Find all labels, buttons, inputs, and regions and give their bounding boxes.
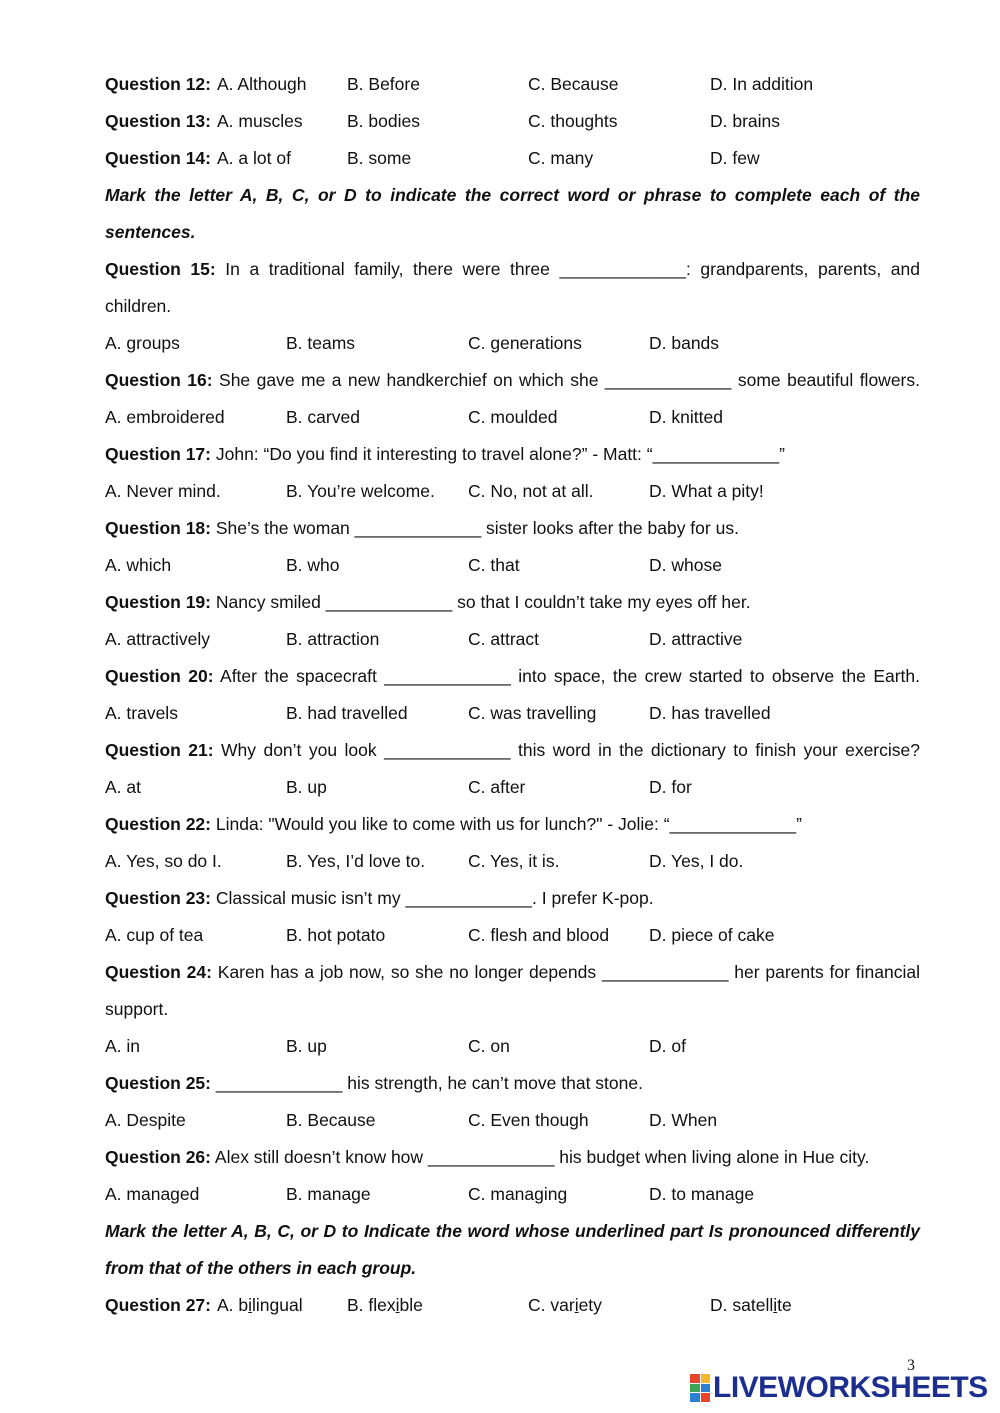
question-label: Question 18:: [105, 518, 211, 538]
question-text: Linda: "Would you like to come with us for lunch?" - Jolie: “_____________”: [211, 814, 802, 834]
question-26-stem: [105, 1146, 920, 1168]
question-label: Question 22:: [105, 814, 211, 834]
option-b: B. You’re welcome.: [286, 481, 435, 501]
question-17-stem: [105, 443, 920, 465]
instruction-line: Mark the letter A, B, C, or D to indicate the correct word or phrase to complete each of the: [105, 185, 920, 205]
option-text: C. var: [528, 1295, 575, 1315]
question-text: John: “Do you find it interesting to travel alone?” - Matt: “_____________”: [211, 444, 785, 464]
option-c: C. that: [468, 555, 520, 575]
option-a: A. managed: [105, 1184, 200, 1204]
option-b: B. hot potato: [286, 925, 386, 945]
question-text: She gave me a new handkerchief on which she _____________ some beautiful flowers.: [212, 370, 920, 390]
option-c: C. was travelling: [468, 703, 597, 723]
option-d: D. few: [710, 148, 760, 168]
question-label: Question 16:: [105, 370, 213, 390]
question-label: Question 20:: [105, 666, 214, 686]
option-b: B. manage: [286, 1184, 371, 1204]
question-label: Question 21:: [105, 740, 214, 760]
question-text: Classical music isn’t my _____________. I prefer K-pop.: [211, 888, 654, 908]
question-23-stem: [105, 887, 920, 909]
question-14-row: [105, 147, 920, 169]
option-d: D. brains: [710, 111, 781, 131]
option-a: A. Yes, so do I.: [105, 851, 222, 871]
option-d: D. In addition: [710, 74, 814, 94]
option-c: C. thoughts: [528, 111, 618, 131]
option-a: A. attractively: [105, 629, 211, 649]
liveworksheets-logo[interactable]: [690, 1372, 988, 1404]
question-label: Question 26:: [105, 1147, 211, 1167]
question-15-stem: [105, 258, 920, 280]
question-label: Question 23:: [105, 888, 211, 908]
option-d: [710, 1294, 792, 1316]
option-a: A. at: [105, 777, 141, 797]
question-25-stem: [105, 1072, 920, 1094]
question-label: Question 15:: [105, 259, 216, 279]
question-21-stem: [105, 739, 920, 761]
option-b: B. who: [286, 555, 340, 575]
underlined-letter: i: [395, 1295, 400, 1315]
option-d: D. Yes, I do.: [649, 851, 744, 871]
option-d: D. What a pity!: [649, 481, 764, 501]
option-c: C. on: [468, 1036, 510, 1056]
option-a: A. travels: [105, 703, 178, 723]
option-text: A. b: [217, 1295, 249, 1315]
option-text: B. flex: [347, 1295, 396, 1315]
option-text: ble: [399, 1295, 423, 1315]
option-c: C. Because: [528, 74, 619, 94]
option-c: C. Even though: [468, 1110, 589, 1130]
question-label: Question 12:: [105, 74, 211, 94]
option-d: D. to manage: [649, 1184, 755, 1204]
question-16-stem: [105, 369, 920, 391]
question-label: Question 13:: [105, 111, 211, 131]
question-text: Nancy smiled _____________ so that I couldn’t take my eyes off her.: [211, 592, 751, 612]
question-label: Question 19:: [105, 592, 211, 612]
option-b: B. some: [347, 148, 412, 168]
option-d: D. attractive: [649, 629, 743, 649]
option-d: D. whose: [649, 555, 722, 575]
question-text: In a traditional family, there were three _____________: grandparents, parents, and: [215, 259, 920, 279]
option-b: B. up: [286, 1036, 327, 1056]
question-19-stem: [105, 591, 920, 613]
liveworksheets-logo-icon: [690, 1374, 710, 1402]
option-d: D. bands: [649, 333, 720, 353]
option-b: B. carved: [286, 407, 360, 427]
option-c: C. No, not at all.: [468, 481, 594, 501]
question-label: Question 24:: [105, 962, 212, 982]
question-12-row: [105, 73, 920, 95]
question-label: Question 27:: [105, 1295, 211, 1315]
question-22-stem: [105, 813, 920, 835]
option-c: C. flesh and blood: [468, 925, 610, 945]
option-d: D. piece of cake: [649, 925, 775, 945]
option-a: A. Never mind.: [105, 481, 221, 501]
option-b: B. Yes, I’d love to.: [286, 851, 426, 871]
option-a: A. groups: [105, 333, 180, 353]
option-c: C. many: [528, 148, 594, 168]
option-c: C. managing: [468, 1184, 568, 1204]
option-a: A. embroidered: [105, 407, 225, 427]
question-text: Why don’t you look _____________ this word in the dictionary to finish your exercise?: [213, 740, 920, 760]
option-d: D. for: [649, 777, 692, 797]
question-text: _____________ his strength, he can’t move that stone.: [211, 1073, 643, 1093]
option-text: ety: [578, 1295, 602, 1315]
option-a: A. cup of tea: [105, 925, 204, 945]
option-a: A. which: [105, 555, 172, 575]
option-b: [347, 1294, 423, 1316]
option-a: A. muscles: [217, 111, 303, 131]
question-24-stem: [105, 961, 920, 983]
question-18-stem: [105, 517, 920, 539]
brand-name: LIVEWORKSHEETS: [713, 1371, 988, 1404]
option-c: C. attract: [468, 629, 539, 649]
question-label: Question 14:: [105, 148, 211, 168]
option-b: B. up: [286, 777, 327, 797]
question-text: She’s the woman _____________ sister looks after the baby for us.: [211, 518, 739, 538]
option-c: C. generations: [468, 333, 582, 353]
option-b: B. had travelled: [286, 703, 408, 723]
question-text: Alex still doesn’t know how _____________ his budget when living alone in Hue city.: [211, 1147, 870, 1167]
page-number: 3: [907, 1357, 915, 1374]
question-text: Karen has a job now, so she no longer depends _____________ her parents for financial: [211, 962, 920, 982]
question-label: Question 17:: [105, 444, 211, 464]
option-text: te: [777, 1295, 792, 1315]
underlined-letter: i: [574, 1295, 579, 1315]
option-text: D. satell: [710, 1295, 774, 1315]
option-d: D. of: [649, 1036, 686, 1056]
option-b: B. bodies: [347, 111, 420, 131]
question-27-row: [105, 1294, 920, 1316]
question-13-row: [105, 110, 920, 132]
option-a: A. Although: [217, 74, 307, 94]
option-a: A. Despite: [105, 1110, 186, 1130]
instruction-line: Mark the letter A, B, C, or D to Indicate the word whose underlined part Is pronounced differently: [105, 1221, 920, 1241]
underlined-letter: i: [248, 1295, 253, 1315]
option-b: B. teams: [286, 333, 356, 353]
question-label: Question 25:: [105, 1073, 211, 1093]
option-a: [217, 1294, 303, 1316]
option-text: lingual: [252, 1295, 303, 1315]
option-b: B. Because: [286, 1110, 376, 1130]
option-d: D. has travelled: [649, 703, 771, 723]
underlined-letter: i: [773, 1295, 778, 1315]
question-text: After the spacecraft _____________ into space, the crew started to observe the Earth.: [213, 666, 921, 686]
question-15-stem-cont: children.: [105, 296, 172, 316]
option-d: D. When: [649, 1110, 718, 1130]
option-a: A. in: [105, 1036, 141, 1056]
option-c: [528, 1294, 602, 1316]
question-24-stem-cont: support.: [105, 999, 169, 1019]
option-d: D. knitted: [649, 407, 723, 427]
option-b: B. Before: [347, 74, 420, 94]
option-a: A. a lot of: [217, 148, 291, 168]
instruction-line: sentences.: [105, 222, 196, 242]
option-c: C. Yes, it is.: [468, 851, 560, 871]
option-c: C. moulded: [468, 407, 558, 427]
instruction-line: from that of the others in each group.: [105, 1258, 417, 1278]
option-b: B. attraction: [286, 629, 380, 649]
question-20-stem: [105, 665, 920, 687]
option-c: C. after: [468, 777, 526, 797]
